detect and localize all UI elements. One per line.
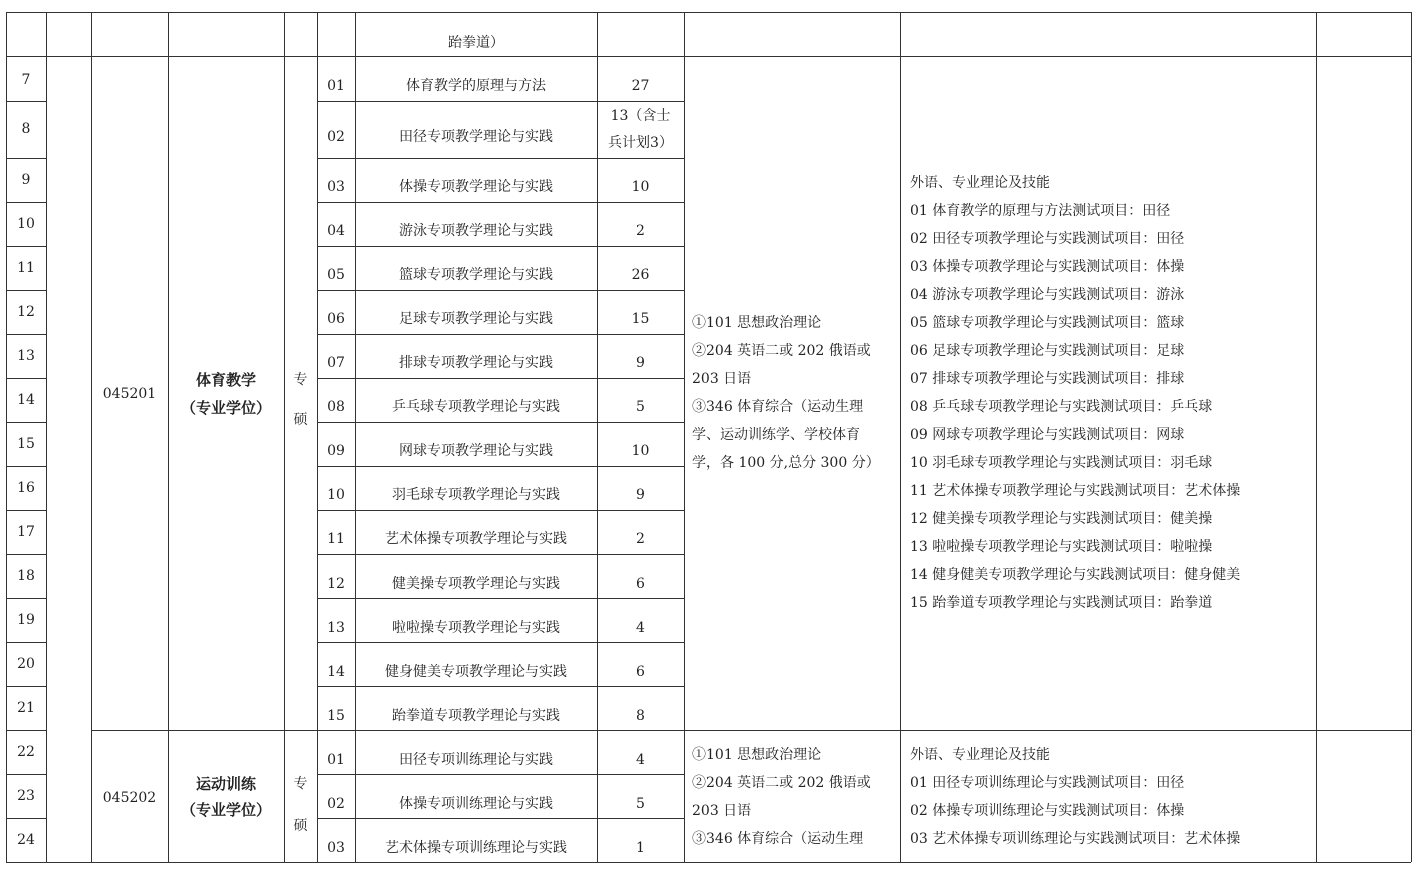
direction-quota: 6 [636,576,645,592]
direction-quota: 5 [636,796,645,812]
direction-quota: 5 [636,399,645,415]
direction-code: 13 [327,620,345,636]
direction-name-carryover: 跆拳道） [448,35,504,51]
row-number: 16 [17,480,35,496]
direction-quota: 8 [636,708,645,724]
direction-name: 体操专项教学理论与实践 [399,179,553,195]
row-number: 23 [17,788,35,804]
direction-quota: 4 [636,752,645,768]
retest-line: 外语、专业理论及技能 [910,175,1050,191]
direction-quota: 2 [636,223,645,239]
row-number: 20 [17,656,35,672]
direction-code: 03 [327,840,345,856]
retest-line: 03 艺术体操专项训练理论与实践测试项目：艺术体操 [910,831,1241,847]
direction-quota: 15 [631,311,650,327]
degree-type: 硕 [293,818,308,834]
row-number: 15 [17,436,35,452]
direction-quota: 4 [636,620,645,636]
direction-quota: 兵计划3） [608,135,673,151]
retest-line: 01 体育教学的原理与方法测试项目：田径 [910,203,1171,219]
retest-line: 07 排球专项教学理论与实践测试项目：排球 [910,371,1185,387]
direction-code: 14 [327,664,345,680]
exam-subject-line: 203 日语 [692,371,752,387]
retest-line: 02 田径专项教学理论与实践测试项目：田径 [910,231,1185,247]
exam-subject-line: ②204 英语二或 202 俄语或 [692,775,871,791]
row-number: 19 [17,612,35,628]
retest-line: 10 羽毛球专项教学理论与实践测试项目：羽毛球 [910,455,1213,471]
direction-quota: 6 [636,664,645,680]
row-number: 11 [17,260,35,276]
row-number: 14 [17,392,35,408]
row-number: 9 [21,172,31,188]
degree-type: 专 [293,776,308,792]
direction-code: 06 [327,311,345,327]
exam-subject-line: ①101 思想政治理论 [692,315,822,331]
direction-code: 02 [327,129,345,145]
retest-line: 15 跆拳道专项教学理论与实践测试项目：跆拳道 [910,595,1213,611]
exam-subject-line: ③346 体育综合（运动生理 [692,831,864,847]
exam-subject-line: ②204 英语二或 202 俄语或 [692,343,871,359]
direction-name: 羽毛球专项教学理论与实践 [392,487,560,503]
direction-name: 游泳专项教学理论与实践 [399,223,553,239]
row-number: 22 [17,744,35,760]
direction-name: 田径专项训练理论与实践 [399,752,553,768]
exam-subject-line: 学，各 100 分,总分 300 分） [692,455,880,471]
retest-line: 05 篮球专项教学理论与实践测试项目：篮球 [910,315,1185,331]
program-degree: （专业学位） [180,801,271,819]
retest-line: 06 足球专项教学理论与实践测试项目：足球 [910,343,1185,359]
retest-line: 14 健身健美专项教学理论与实践测试项目：健身健美 [910,567,1241,583]
direction-name: 体操专项训练理论与实践 [399,796,553,812]
direction-quota: 2 [636,531,645,547]
direction-name: 网球专项教学理论与实践 [399,443,553,459]
direction-name: 健美操专项教学理论与实践 [392,576,560,592]
direction-name: 跆拳道专项教学理论与实践 [392,708,560,724]
retest-line: 02 体操专项训练理论与实践测试项目：体操 [910,803,1185,819]
row-number: 18 [17,568,35,584]
degree-type: 硕 [293,412,308,428]
direction-name: 田径专项教学理论与实践 [399,129,553,145]
direction-code: 08 [327,399,345,415]
retest-line: 13 啦啦操专项教学理论与实践测试项目：啦啦操 [910,539,1213,555]
retest-line: 01 田径专项训练理论与实践测试项目：田径 [910,775,1185,791]
direction-quota: 9 [636,355,645,371]
direction-name: 啦啦操专项教学理论与实践 [392,620,560,636]
direction-name: 健身健美专项教学理论与实践 [385,664,567,680]
row-number: 24 [17,832,35,848]
direction-code: 02 [327,796,345,812]
retest-content [910,169,1240,617]
row-number: 12 [17,304,35,320]
retest-content [910,741,1240,853]
program-code: 045202 [102,790,157,806]
direction-code: 01 [327,78,345,94]
row-number: 17 [17,524,35,540]
row-number: 13 [17,348,35,364]
program-degree: （专业学位） [180,399,271,417]
direction-quota: 27 [631,78,650,94]
retest-line: 09 网球专项教学理论与实践测试项目：网球 [910,427,1185,443]
row-number: 8 [21,121,31,137]
row-number: 21 [17,700,35,716]
program-name: 运动训练 [195,775,256,793]
direction-name: 艺术体操专项教学理论与实践 [385,531,567,547]
retest-line: 08 乒乓球专项教学理论与实践测试项目：乒乓球 [910,399,1213,415]
direction-quota: 10 [631,443,650,459]
direction-code: 10 [327,487,345,503]
direction-code: 03 [327,179,345,195]
direction-code: 09 [327,443,345,459]
program-name: 体育教学 [195,371,256,389]
direction-code: 15 [327,708,345,724]
retest-line: 12 健美操专项教学理论与实践测试项目：健美操 [910,511,1213,527]
degree-type: 专 [293,372,308,388]
direction-quota: 10 [631,179,650,195]
direction-name: 篮球专项教学理论与实践 [399,267,553,283]
direction-code: 05 [327,267,345,283]
direction-name: 足球专项教学理论与实践 [399,311,553,327]
retest-line: 外语、专业理论及技能 [910,747,1050,763]
direction-quota: 9 [636,487,645,503]
exam-subject-line: 203 日语 [692,803,752,819]
retest-line: 03 体操专项教学理论与实践测试项目：体操 [910,259,1185,275]
exam-subject-line: ①101 思想政治理论 [692,747,822,763]
direction-code: 11 [327,531,345,547]
direction-quota: 26 [631,267,650,283]
direction-quota: 1 [636,840,645,856]
direction-code: 07 [327,355,345,371]
row-number: 7 [21,72,31,88]
exam-subject-line: ③346 体育综合（运动生理 [692,399,864,415]
row-number: 10 [17,216,35,232]
exam-subject-line: 学、运动训练学、学校体育 [692,427,860,443]
direction-name: 艺术体操专项训练理论与实践 [385,840,567,856]
exam-subjects [692,741,871,853]
retest-line: 11 艺术体操专项教学理论与实践测试项目：艺术体操 [910,483,1241,499]
direction-name: 体育教学的原理与方法 [406,78,546,94]
direction-quota: 13（含士 [610,108,671,124]
direction-name: 排球专项教学理论与实践 [399,355,553,371]
direction-name: 乒乓球专项教学理论与实践 [392,399,560,415]
direction-code: 12 [327,576,345,592]
retest-line: 04 游泳专项教学理论与实践测试项目：游泳 [910,287,1185,303]
exam-subjects [692,309,880,477]
direction-code: 04 [327,223,345,239]
program-code: 045201 [102,386,157,402]
direction-code: 01 [327,752,345,768]
